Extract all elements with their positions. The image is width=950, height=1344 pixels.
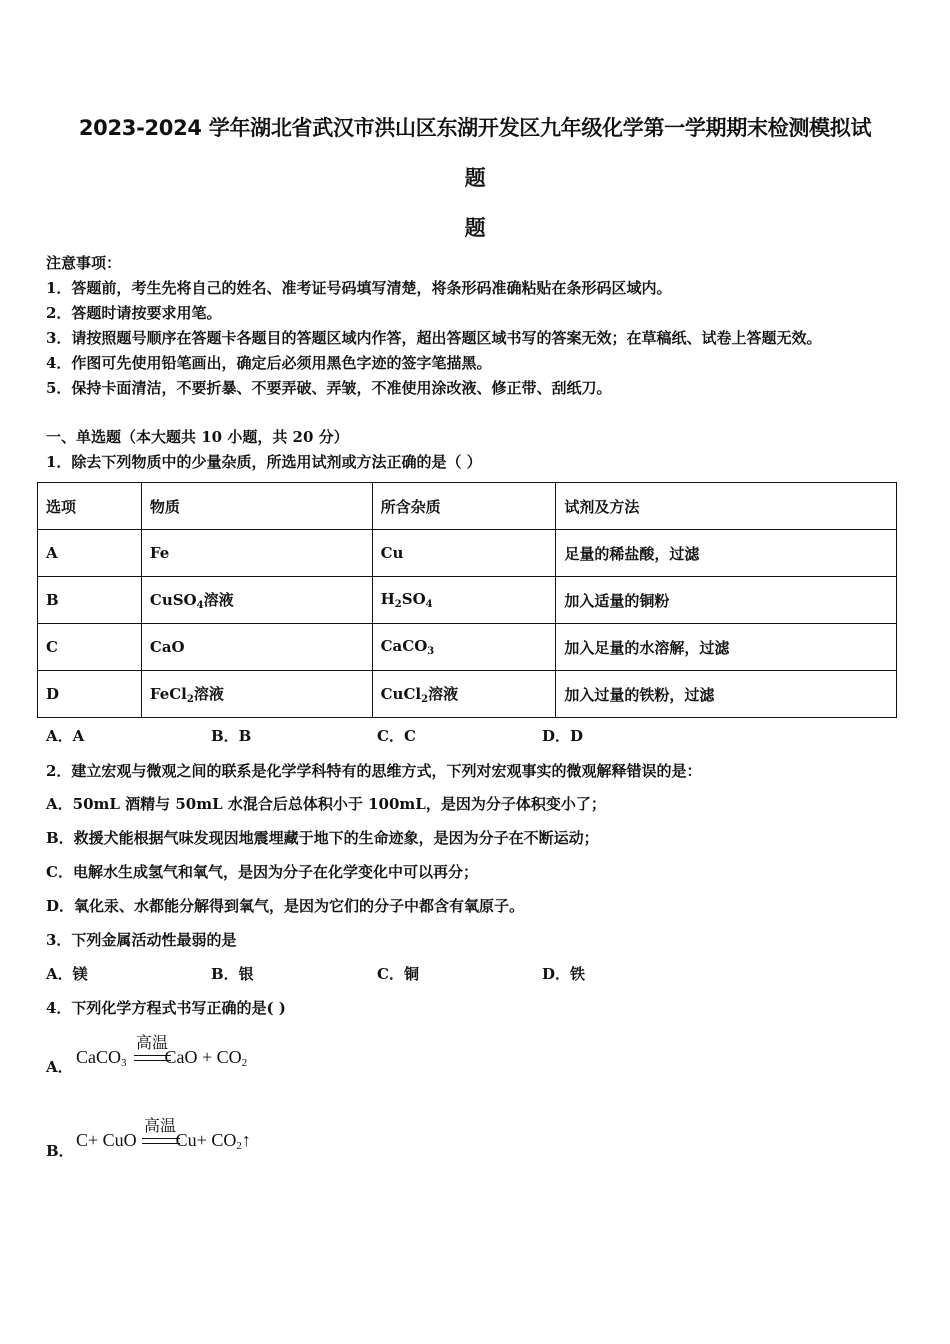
q4-option-b-label: B． [46, 1142, 74, 1160]
q1-option-a: A．A [46, 727, 85, 745]
table-header-row [38, 483, 897, 530]
formula-text: CaCO [380, 637, 428, 655]
formula-text: CuSO [149, 591, 197, 609]
q2-stem: 2．建立宏观与微观之间的联系是化学学科特有的思维方式，下列对宏观事实的微观解释错误的是： [46, 762, 702, 780]
q2-option-a: A．50mL 酒精与 50mL 水混合后总体积小于 100mL，是因为分子体积变小了； [46, 795, 606, 813]
table-cell [372, 577, 556, 624]
formula-text: C+ CuO [76, 1130, 137, 1150]
exam-title-line3: 题 [464, 216, 486, 240]
table-cell: 加入适量的铜粉 [556, 577, 897, 624]
table-cell: 足量的稀盐酸，过滤 [556, 530, 897, 577]
q1-option-d: D．D [542, 727, 584, 745]
notice-item-1: 1．答题前，考生先将自己的姓名、准考证号码填写清楚，将条形码准确粘贴在条形码区域内。 [46, 279, 672, 297]
q3-option-c: C．铜 [377, 965, 419, 983]
q1-table [37, 482, 897, 718]
table-header-cell: 选项 [38, 483, 142, 530]
notice-item-5: 5．保持卡面清洁，不要折暴、不要弄破、弄皱，不准使用涂改液、修正带、刮纸刀。 [46, 379, 612, 397]
q4-option-a [46, 1030, 446, 1080]
table-cell: CaO [141, 624, 372, 671]
formula-subscript: 4 [196, 600, 204, 611]
table-row [38, 577, 897, 624]
notice-item-3: 3．请按照题号顺序在答题卡各题目的答题区域内作答，超出答题区域书写的答案无效；在草稿纸、试卷上答题无效。 [46, 329, 822, 347]
formula-text: SO [401, 590, 426, 608]
notice-item-2: 2．答题时请按要求用笔。 [46, 304, 222, 322]
table-cell: A [38, 530, 142, 577]
table-cell: Cu [372, 530, 556, 577]
table-cell: 加入过量的铁粉，过滤 [556, 671, 897, 718]
table-cell [372, 624, 556, 671]
q1-option-c: C．C [377, 727, 416, 745]
table-cell: 加入足量的水溶解，过滤 [556, 624, 897, 671]
q3-stem: 3．下列金属活动性最弱的是 [46, 931, 237, 949]
q4-stem: 4．下列化学方程式书写正确的是( ) [46, 999, 286, 1017]
q4-option-b [46, 1113, 446, 1163]
formula-subscript: 2 [421, 694, 429, 705]
table-cell: B [38, 577, 142, 624]
formula-subscript: 3 [121, 1057, 127, 1069]
table-cell [141, 577, 372, 624]
formula-text: ↑ [241, 1130, 251, 1150]
formula-subscript: 3 [427, 646, 435, 657]
q1-stem: 1．除去下列物质中的少量杂质，所选用试剂或方法正确的是（ ） [46, 453, 482, 471]
formula-text: 溶液 [428, 685, 459, 703]
section1-heading: 一、单选题（本大题共 10 小题，共 20 分） [46, 428, 349, 446]
formula-text: FeCl [149, 685, 187, 703]
q4-option-a-condition: 高温 [136, 1033, 169, 1052]
formula-text: 溶液 [193, 685, 224, 703]
table-cell: C [38, 624, 142, 671]
q4-option-a-label: A． [46, 1058, 73, 1076]
q2-option-c: C．电解水生成氢气和氧气，是因为分子在化学变化中可以再分； [46, 863, 478, 881]
table-header-cell: 物质 [141, 483, 372, 530]
exam-title-line1: 2023-2024 学年湖北省武汉市洪山区东湖开发区九年级化学第一学期期末检测模拟试 [78, 116, 872, 140]
q2-option-b: B．救援犬能根据气味发现因地震埋藏于地下的生命迹象，是因为分子在不断运动； [46, 829, 599, 847]
table-header-cell: 所含杂质 [372, 483, 556, 530]
table-header-cell: 试剂及方法 [556, 483, 897, 530]
table-cell: Fe [141, 530, 372, 577]
table-row [38, 624, 897, 671]
table-cell [372, 671, 556, 718]
formula-text: H [380, 590, 395, 608]
formula-text: CaO + CO [164, 1047, 242, 1067]
equals-sign [142, 1138, 180, 1144]
q4-option-b-condition: 高温 [144, 1116, 177, 1135]
formula-text: Cu+ CO [175, 1130, 237, 1150]
table-cell [141, 671, 372, 718]
notice-item-4: 4．作图可先使用铅笔画出，确定后必须用黑色字迹的签字笔描黑。 [46, 354, 492, 372]
q3-option-b: B．银 [211, 965, 254, 983]
formula-subscript: 2 [236, 1140, 242, 1152]
formula-text: CaCO [76, 1047, 121, 1067]
q2-option-d: D．氧化汞、水都能分解得到氧气，是因为它们的分子中都含有氧原子。 [46, 897, 525, 915]
equals-sign [134, 1055, 171, 1061]
q3-option-d: D．铁 [542, 965, 586, 983]
q1-option-b: B．B [211, 727, 252, 745]
exam-title-line2: 题 [464, 166, 486, 190]
table-cell: D [38, 671, 142, 718]
formula-text: CuCl [380, 685, 422, 703]
q3-option-a: A．镁 [46, 965, 88, 983]
notice-heading: 注意事项： [46, 254, 122, 272]
table-row [38, 530, 897, 577]
formula-subscript: 2 [394, 599, 402, 610]
formula-subscript: 2 [241, 1057, 248, 1069]
formula-text: 溶液 [203, 591, 234, 609]
formula-subscript: 2 [186, 694, 194, 705]
table-row [38, 671, 897, 718]
formula-subscript: 4 [425, 599, 433, 610]
